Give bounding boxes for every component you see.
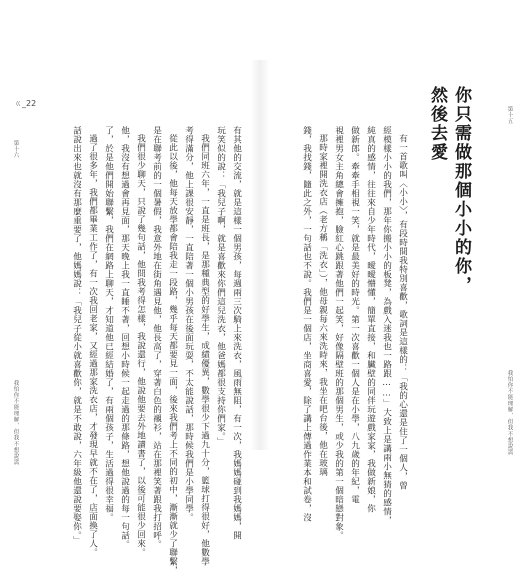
body-line: 玩笑似的說：「我兒子啊，就是喜歡來你們這兒洗衣，他爸媽都很支持你們家。」: [215, 126, 226, 446]
body-line: 了，於是他們開始聯繫，我們在網路上聊天，才知道他已經結婚了，有兩個孩子，生活過得很幸福。: [103, 126, 114, 522]
body-line: 那時家裡開洗衣店（老方稱「洗衣」），他母親每六來洗時來，我坐在吧台後，他在玻璃: [317, 134, 328, 477]
body-line: 錢，我找錢，隨此之外，一句話也不說。我們是一個店，坐商喜愛，除了講上傳過作業本和試卷，沒: [301, 126, 312, 522]
left-header-subtitle: 我怕你不能理解，但我不想說謊: [12, 380, 19, 466]
body-line: 過了很多年，我們都畢業工作了，有一次我回老家，又經過那家洗衣店，才發現早就不在了，店面換了人。: [87, 134, 98, 557]
body-line: 我們很少聊天，只說了幾句話，他問我考得怎樣，我說還行，他說他要去外地讀書了，以後可能很少回來。: [135, 134, 146, 557]
body-line: 做新郎。牽牽手相視一笑，就是最美好的時光。第一次喜歡一個人是在小學，八九歲的年紀，電: [349, 126, 360, 504]
body-line: 從此以後，他每天放學都會陪我走一段路，幾乎每天都要見一面，後來我們考上不同的初中，漸漸就少了聯繫，: [167, 134, 178, 575]
chapter-title-line-2: 然後去愛: [427, 86, 447, 162]
right-running-header: 第十五: [506, 106, 513, 125]
left-running-header: 第十六: [12, 140, 19, 159]
body-line: 他，我沒有想過會再見面，那天晚上我一直睡不著，回想小時候一起走過的那條路，想他說過的每一句話。: [119, 126, 130, 549]
right-header-subtitle: 我怕你不能理解，但我不想說謊: [506, 370, 513, 456]
body-line: 考得滿分，他上課很安靜，一直陪著一個小男孩在後面玩耍，不太能說話，那時候我們是小學同學。: [183, 126, 194, 522]
body-line: 經模樣小小的我們，那年你搬小小的板凳，為戲入迷我也一路跟……」大致上是講兩小無猜的感情，: [381, 126, 392, 525]
body-line: 純真的感情，往往來自少年時代，曖曖懵懂，簡單直接，和臟壁的同伴玩遊戲家家，我做新娘，你: [365, 126, 376, 513]
body-line: 我們同班六年，一直是班長，是那種典型的好學生，成績優異，數學很少下過九十分，籃球打得很好，他數學: [199, 134, 210, 566]
chapter-title-line-1: 你只需做那個小小的你，: [451, 86, 471, 295]
body-line: 視裡男女主角總會擁抱，臉紅心跳跟著他們一起笑，好像隔壁班的那個男生，或少我的第一個暗戀對象。: [333, 126, 344, 540]
body-line: 是在聯考前的一個暑假，我意外地在街角遇見他，他長高了，穿著白色的襯衫，站在那裡笑著跟我打招呼。: [151, 126, 162, 549]
body-line: 話說出來也就沒有那麼重要了，他媽媽說：「我兒子從小就喜歡你，就是不敢說，六年級他還說要娶你。」: [71, 126, 82, 545]
left-page-number: ㄍ_22: [14, 99, 37, 108]
body-line: 有一首歌叫〈小小〉，有段時間我特別喜歡，歌詞是這樣的：「我的心還是住了一個人，曾: [397, 134, 408, 490]
body-line: 有其他的交流，就是這樣一個男孩，每週兩三次騎上來洗衣，風雨無阻，有一次，我媽媽碰到我媽媽，開: [231, 126, 242, 540]
page-gutter: [250, 60, 270, 450]
